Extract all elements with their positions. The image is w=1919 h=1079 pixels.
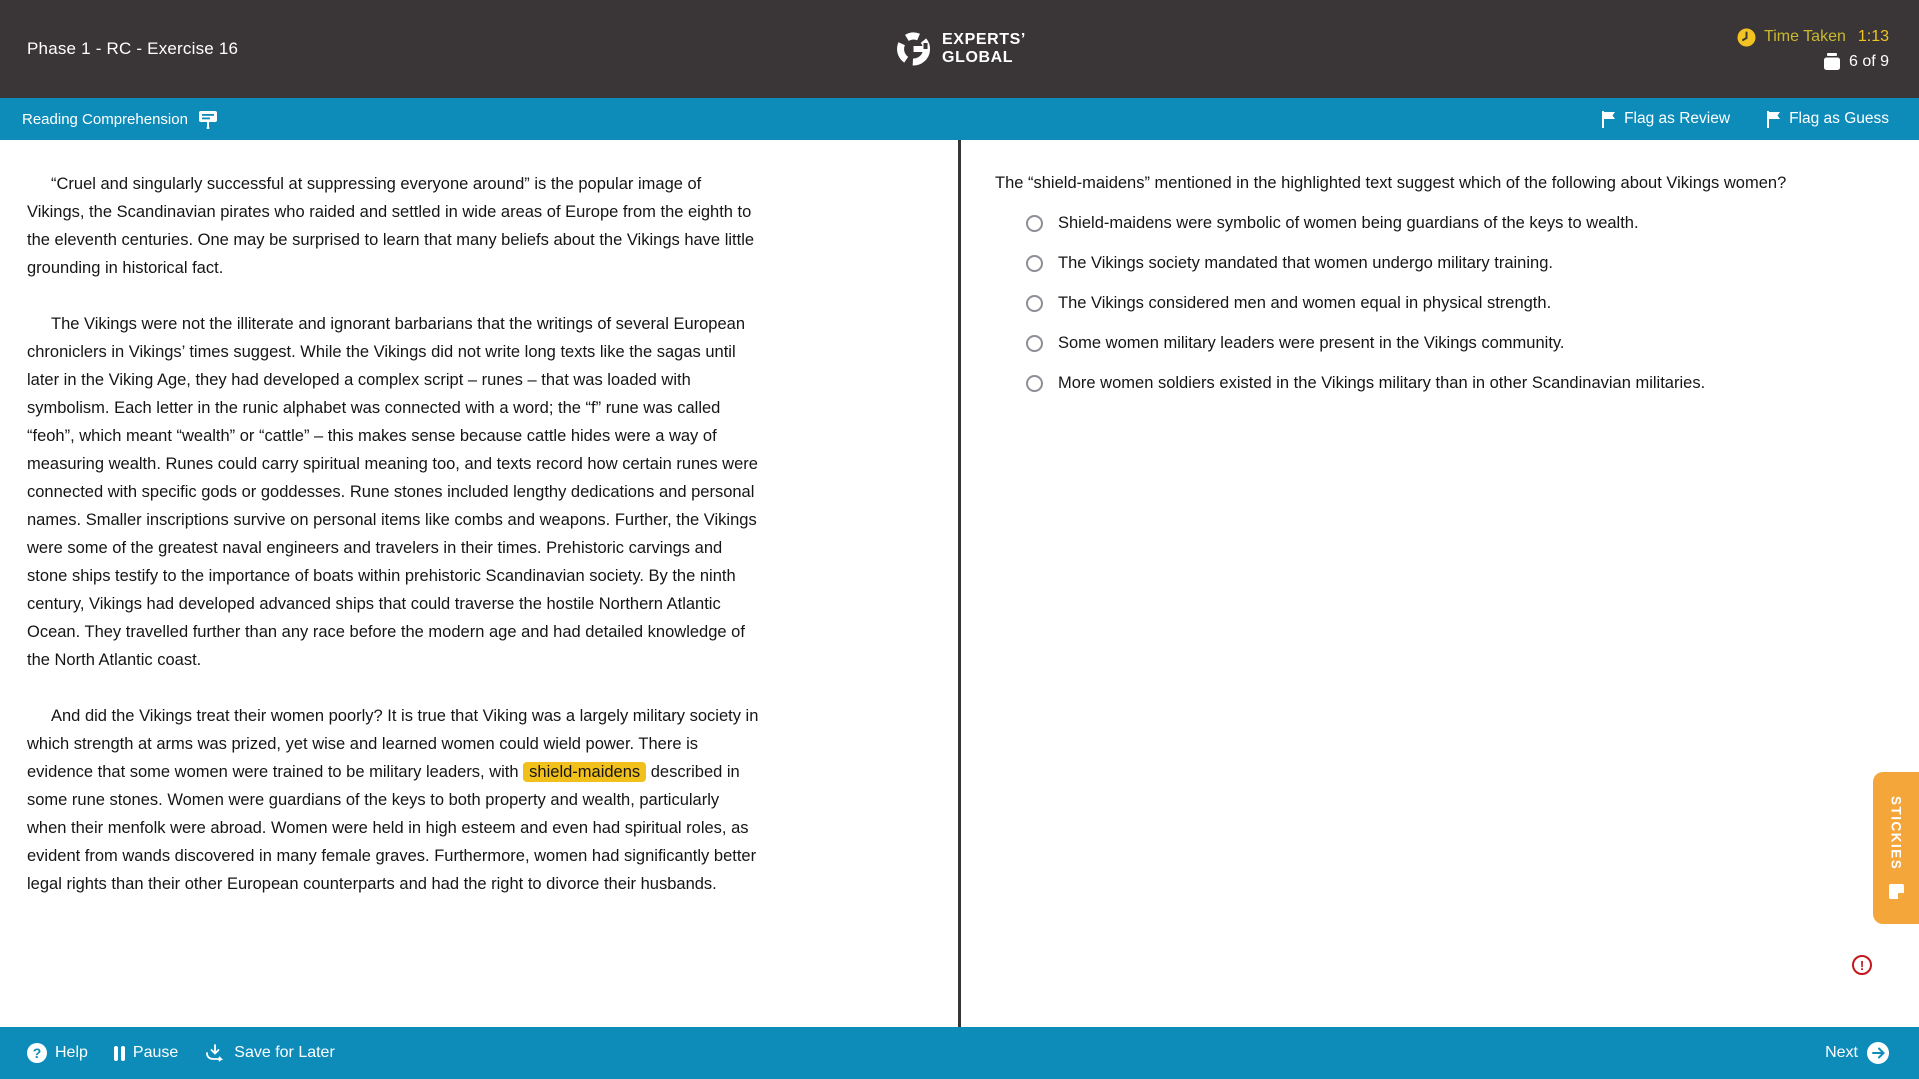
passage-panel [0,140,961,1027]
help-icon: ? [27,1043,47,1063]
time-taken-value: 1:13 [1857,28,1889,45]
arrow-right-icon [1867,1042,1889,1064]
save-download-icon [204,1043,226,1063]
help-label: Help [55,1044,88,1061]
section-toolbar [0,98,1919,140]
experts-global-logo [893,29,1026,69]
answer-option-label: The Vikings considered men and women equal in physical strength. [1058,294,1552,312]
passage-paragraph-1: “Cruel and singularly successful at suppressing everyone around” is the popular image of Vikings, the Scandinavian pirates who raided and settled in wide areas of Europe from the eighth to the eleventh centuries. One may be surprised to learn that many beliefs about the Vikings have little grounding in historical fact. [27,175,755,277]
flag-as-review-label: Flag as Review [1624,110,1731,127]
passage-paragraph-2: The Vikings were not the illiterate and ignorant barbarians that the writings of several European chroniclers in Vikings’ times suggest. While the Vikings did not write long texts like the sagas until later in the Viking Age, they had developed a complex script – runes – that was loaded with symbolism. Each letter in the runic alphabet was connected with a word; the “f” rune was called “feoh”, which meant “wealth” or “cattle” – this makes sense because cattle hides were a way of measuring wealth. Runes could carry spiritual meaning too, and texts record how certain runes were connected with specific gods or goddesses. Rune stones included lengthy dedications and personal names. Smaller inscriptions survive on personal items like combs and weapons. Further, the Vikings were some of the greatest naval engineers and travelers in their times. Prehistoric carvings and stone ships testify to the importance of boats within prehistoric Scandinavian society. By the ninth century, Vikings had developed advanced ships that could traverse the hostile Northern Atlantic Ocean. They travelled further than any race before the modern age and had detailed knowledge of the North Atlantic coast. [27,315,758,669]
answer-option-1[interactable] [1026,214,1889,233]
save-for-later-label: Save for Later [234,1044,335,1061]
next-button[interactable] [1825,1042,1889,1064]
highlighted-term: shield-maidens [523,762,646,782]
section-label: Reading Comprehension [22,110,188,128]
section-label-chip [22,110,218,129]
save-for-later-button[interactable] [204,1043,335,1063]
experts-global-logo-icon [893,29,933,69]
time-taken [1737,28,1889,47]
top-header [0,0,1919,98]
question-progress-text: 6 of 9 [1848,52,1889,70]
counter-icon [1823,53,1841,70]
question-text: The “shield-maidens” mentioned in the highlighted text suggest which of the following about Vikings women? [995,174,1787,192]
question-progress [1823,53,1889,71]
answer-option-label: Shield-maidens were symbolic of women being guardians of the keys to wealth. [1058,214,1639,232]
flag-as-review-button[interactable] [1601,110,1730,128]
answer-options [1026,214,1889,393]
answer-option-3[interactable] [1026,294,1889,313]
stickies-tab[interactable] [1873,772,1919,924]
pause-button[interactable] [114,1044,178,1062]
answer-option-label: Some women military leaders were present in the Vikings community. [1058,334,1565,352]
alert-icon[interactable]: ! [1852,955,1872,975]
bottom-bar [0,1027,1919,1079]
paragraph-3-before-highlight: And did the Vikings treat their women poorly? It is true that Viking was a largely military society in which strength at arms was prized, yet wise and learned women could wield power. There is evidence that some women were trained to be military leaders, with [27,707,759,781]
exercise-title: Phase 1 - RC - Exercise 16 [27,39,239,58]
flag-icon [1766,111,1781,128]
pause-label: Pause [132,1044,179,1061]
main-content [0,140,1919,1027]
passage-text [27,170,761,898]
radio-button[interactable] [1026,295,1043,312]
experts-global-logo-text: EXPERTS’ GLOBAL [942,31,1026,66]
answer-option-5[interactable] [1026,374,1889,393]
next-label: Next [1825,1044,1858,1061]
answer-option-4[interactable] [1026,334,1889,353]
answer-option-2[interactable] [1026,254,1889,273]
answer-option-label: The Vikings society mandated that women undergo military training. [1058,254,1553,272]
question-panel [961,140,1919,1027]
flag-as-guess-button[interactable] [1766,110,1889,128]
radio-button[interactable] [1026,255,1043,272]
paragraph-3-after-highlight: described in some rune stones. Women were guardians of the keys to both property and wealth, particularly when their menfolk were abroad. Women were held in high esteem and even had spiritual roles, as evident from wands discovered in many female graves. Furthermore, women had significantly better legal rights than their other European counterparts and had the right to divorce their husbands. [27,763,757,893]
passage-paragraph-3 [27,702,761,898]
time-taken-label: Time Taken [1764,28,1846,45]
help-button[interactable] [27,1043,88,1063]
answer-option-label: More women soldiers existed in the Vikings military than in other Scandinavian militaries. [1058,374,1706,392]
stickies-label: STICKIES [1888,796,1904,871]
flag-as-guess-label: Flag as Guess [1789,110,1889,127]
presentation-board-icon[interactable] [198,110,218,129]
flag-icon [1601,111,1616,128]
radio-button[interactable] [1026,215,1043,232]
radio-button[interactable] [1026,335,1043,352]
sticky-note-icon [1888,883,1905,900]
radio-button[interactable] [1026,375,1043,392]
pause-icon [114,1046,125,1061]
clock-icon [1737,28,1756,47]
